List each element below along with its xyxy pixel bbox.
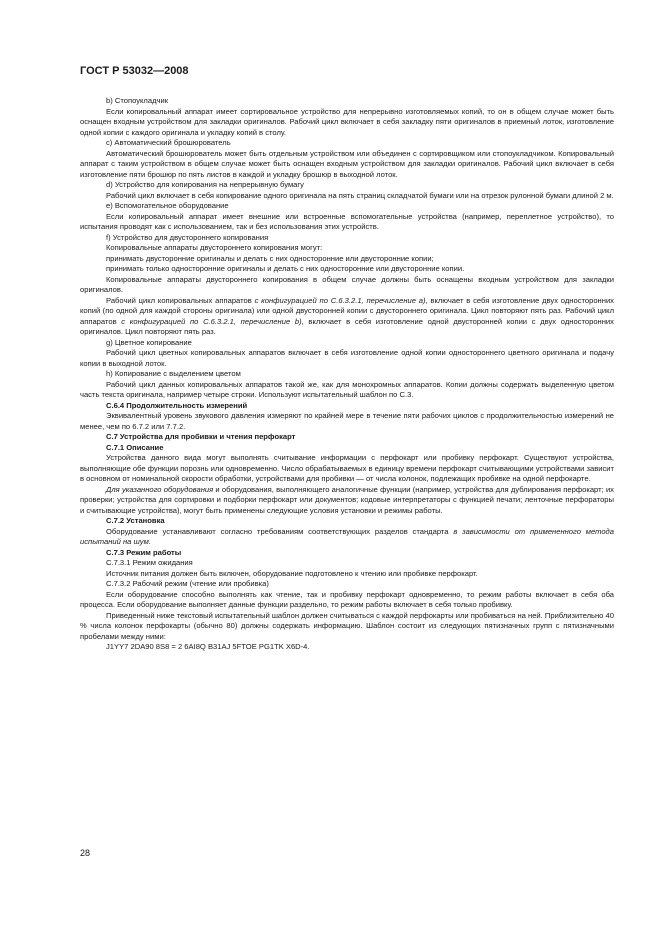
section-heading: С.7 Устройства для пробивки и чтения перфокарт — [106, 432, 296, 441]
section-heading: С.6.4 Продолжительность измерений — [106, 400, 248, 410]
paragraph: Если копировальный аппарат имеет сортировальное устройство для непрерывно изготовляемых копий, то он в общем случае может быть оснащен входным устройством для закладки оригиналов. Рабочий цикл включает в себя закладку пяти оригиналов в приемный лоток, изготовление одной копии с каждого оригинала и укладку копий в столу. — [80, 106, 614, 137]
text-run: Рабочий цикл копировальных аппаратов — [106, 295, 255, 305]
paragraph: Приведенный ниже текстовый испытательный шаблон должен считываться с каждой перфокарты или пробиваться на ней. Приблизительно 40 % числа колонок перфокарты (обычно 80) должны содержать информацию. Шаблон состоит из следующих пятизначных групп с пятизначными пробелами между ними: — [80, 610, 614, 641]
paragraph: принимать только односторонние оригиналы и делать с них односторонние или двусторонние копии. — [106, 264, 465, 273]
list-item: b) Стопоукладчик — [106, 96, 169, 105]
document-header: ГОСТ Р 53032—2008 — [80, 65, 189, 77]
reference-text: с конфигурацией по С.6.3.2.1, перечисление а) — [254, 295, 426, 305]
paragraph: Источник питания должен быть включен, оборудование подготовлено к чтению или пробивке перфокарт. — [106, 568, 478, 578]
paragraph: Рабочий цикл включает в себя копирование одного оригинала на пять страниц складчатой бумаги или на отрезок рулонной бумаги длиной 2 м. — [106, 190, 614, 200]
text-run: , включает в себя изготовление одной двусторонней копии с двух односторонних оригиналов. Цикл повторяют пять раз. — [80, 316, 614, 336]
list-item: f) Устройство для двустороннего копирования — [106, 232, 269, 242]
list-item: h) Копирование с выделением цветом — [106, 369, 241, 378]
test-pattern: J1YY7 2DA90 8S8 = 2 6AI8Q B31AJ 5FTOE PG1TK X6D-4. — [106, 642, 310, 651]
emphasis-text: в зависимости от примененного метода испытаний на шум. — [80, 526, 614, 546]
text-run: , включает в себя изготовление двух односторонних копий (по одной для каждой стороны оригинала) или одной двусторонней копии с двустороннего оригинала. Цикл повторяют пять раз. Рабочий цикл аппаратов — [80, 295, 614, 326]
paragraph: Копировальные аппараты двустороннего копирования в общем случае должны быть оснащены входным устройством для закладки оригиналов. — [80, 274, 614, 294]
paragraph: Если оборудование способно выполнять как чтение, так и пробивку перфокарт одновременно, то режим работы включает в себя оба процесса. Если оборудование выполняет данные функции раздельно, то режим работы включает в себя только пробивку. — [80, 589, 614, 609]
reference-text: с конфигурацией по С.6.3.2.1, перечисление b) — [121, 316, 302, 326]
list-item: с) Автоматический брошюрователь — [106, 138, 231, 147]
paragraph: Рабочий цикл данных копировальных аппаратов такой же, как для монохромных аппаратов. Копии должны содержать выделенную цветом часть текста оригинала, например четыре строки. Используют испытательный шаблон по С.3. — [80, 379, 614, 399]
paragraph: принимать двусторонние оригиналы и делать с них односторонние или двусторонние копии; — [106, 253, 434, 263]
text-run: и оборудования, выполняющего аналогичные функции (например, устройства для дублирования перфокарт; их проверки; устройства для сортировки и подборки перфокарт или документов; кодовые интерпретаторы с функцией печати; ленточные перфораторы и считывающие устройства), могут быть применены следующие условия установки и режимы работы. — [80, 484, 614, 515]
text-run: Оборудование устанавливают согласно требованиям соответствующих разделов стандарта — [106, 526, 454, 536]
paragraph: Устройства данного вида могут выполнять считывание информации с перфокарт или пробивку перфокарт. Существуют устройства, выполняющие обе функции порознь или одновременно. Число обрабатываемых в единицу времени перфокарт считывающими устройствами зависит в основном от номинальной скорости обработки, устройствами для пробивки — от числа колонок, подлежащих пробивке на одной перфокарте. — [80, 453, 614, 483]
section-heading: С.7.2 Установка — [106, 516, 165, 525]
paragraph: Эквивалентный уровень звукового давления измеряют по крайней мере в течение пяти рабочих циклов с продолжительностью измерений не менее, чем по 6.7.2 или 7.7.2. — [80, 411, 614, 431]
paragraph — [80, 527, 614, 548]
list-item: е) Вспомогательное оборудование — [106, 201, 229, 210]
paragraph — [80, 485, 614, 517]
paragraph — [80, 296, 614, 338]
paragraph: Рабочий цикл цветных копировальных аппаратов включает в себя изготовление одной копии одностороннего цветного оригинала и подачу копии в выходной лоток. — [80, 348, 614, 368]
section-heading: С.7.3 Режим работы — [106, 547, 182, 557]
list-item: g) Цветное копирование — [106, 337, 192, 347]
page-number: 28 — [80, 848, 91, 858]
paragraph: Если копировальный аппарат имеет внешние или встроенные вспомогательные устройства (например, переплетное устройство), то испытания проводят как с использованием, так и без использования этих устройств. — [80, 211, 614, 231]
document-body — [80, 96, 614, 653]
paragraph: Автоматический брошюрователь может быть отдельным устройством или объединен с сортировщиком или стопоукладчиком. Копировальный аппарат с таким устройством в общем случае может быть оснащен входным устройством для закладки оригиналов. Рабочий цикл включает в себя изготовление пяти брошюр по пять листов в каждой и укладку брошюр в выходной лоток. — [80, 148, 614, 179]
subsection-heading: С.7.3.2 Рабочий режим (чтение или пробивка) — [106, 579, 269, 588]
section-heading: С.7.1 Описание — [106, 442, 164, 452]
subsection-heading: С.7.3.1 Режим ожидания — [106, 558, 193, 567]
emphasis-text: Для указанного оборудования — [106, 484, 214, 494]
list-item: d) Устройство для копирования на непрерывную бумагу — [106, 180, 304, 189]
paragraph: Копировальные аппараты двустороннего копирования могут: — [106, 243, 323, 252]
